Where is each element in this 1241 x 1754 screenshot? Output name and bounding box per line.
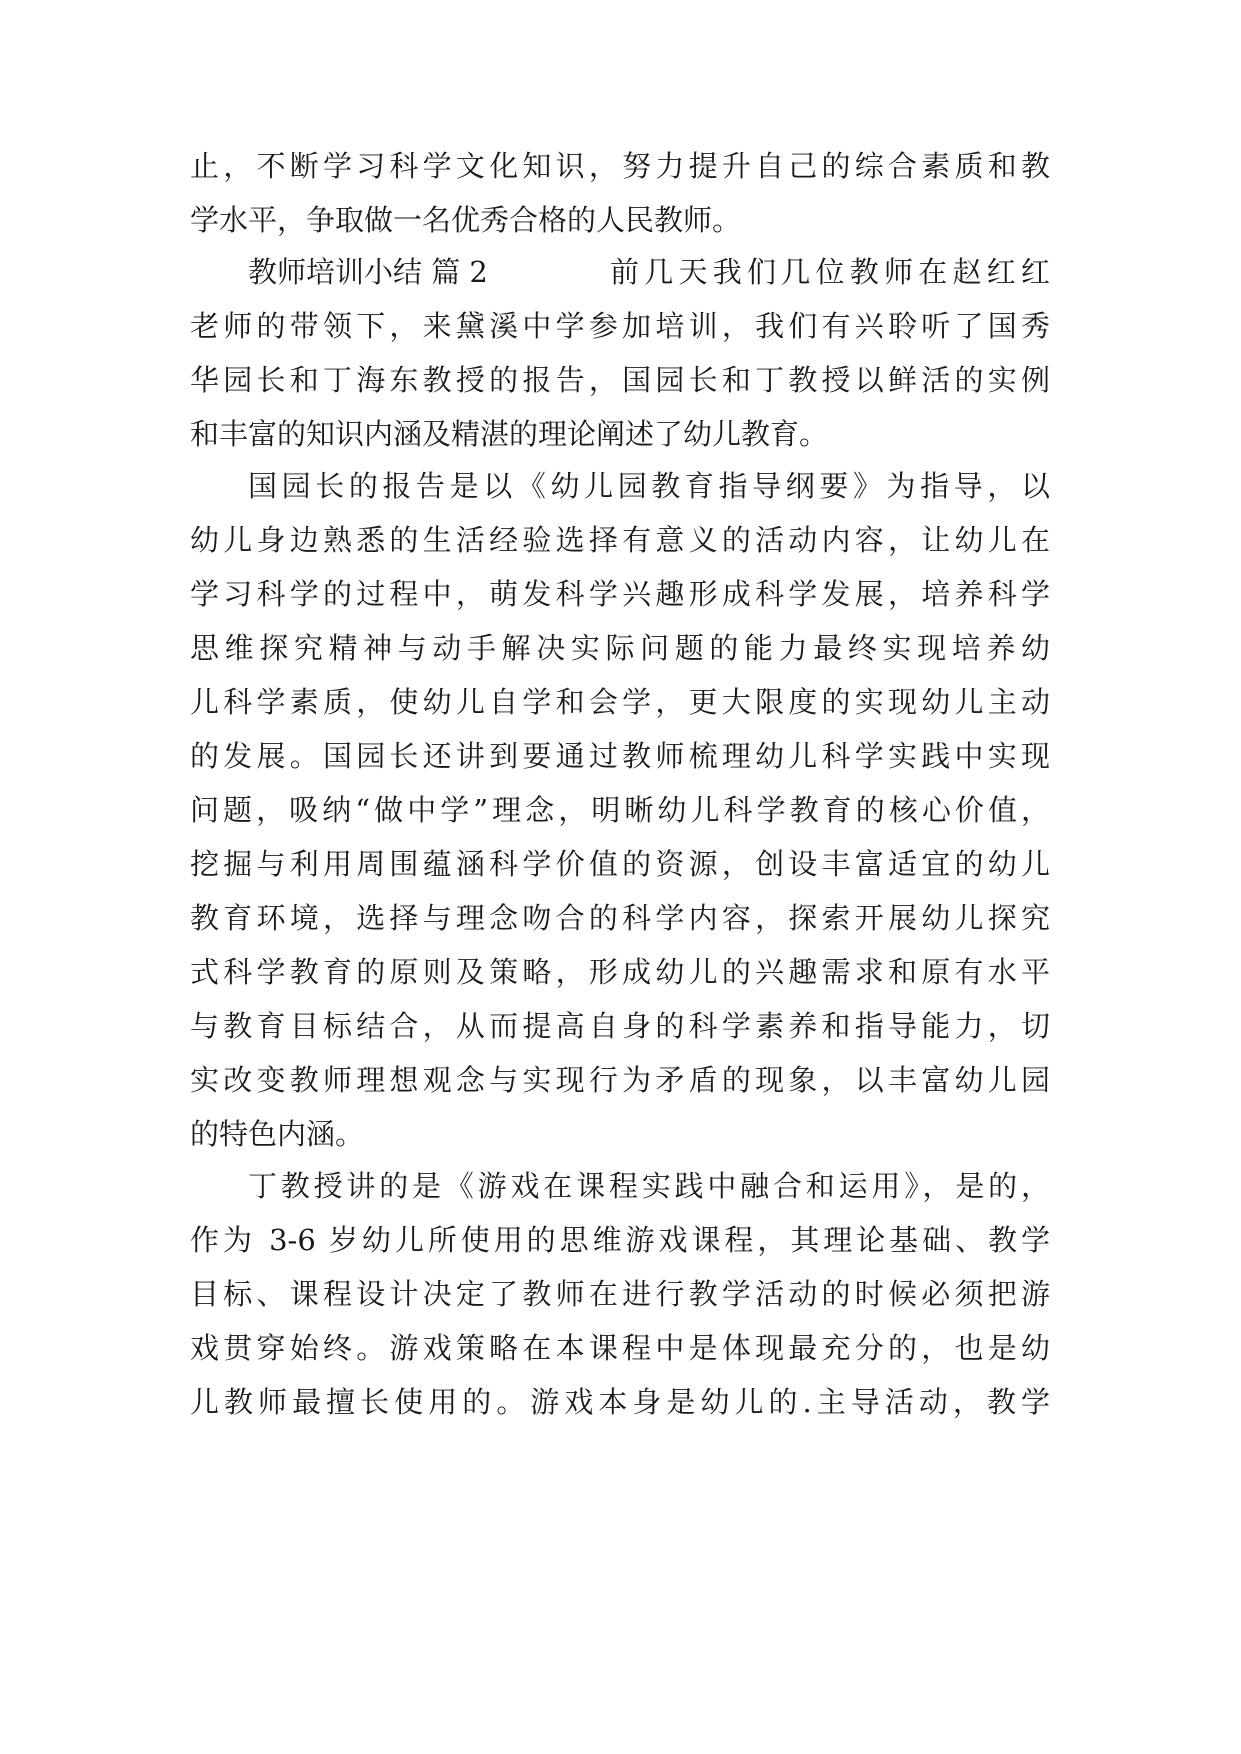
text-line-19: 的特色内涵。 xyxy=(190,1117,365,1151)
text-line-22: 目标、课程设计决定了教师在进行教学活动的时候必须把游 xyxy=(190,1277,1050,1311)
text-line-13: 问题，吸纳“做中学”理念，明晰幼儿科学教育的核心价值， xyxy=(190,793,1050,827)
section-heading-line xyxy=(248,242,1050,302)
text-line-9: 学习科学的过程中，萌发科学兴趣形成科学发展，培养科学 xyxy=(190,577,1050,611)
text-line-10: 思维探究精神与动手解决实际问题的能力最终实现培养幼 xyxy=(190,631,1050,665)
text-line-2: 学水平，争取做一名优秀合格的人民教师。 xyxy=(190,203,742,237)
text-line-1: 止，不断学习科学文化知识，努力提升自己的综合素质和教 xyxy=(190,149,1050,183)
section-intro-text: 前几天我们几位教师在赵红红 xyxy=(610,255,1050,289)
text-line-8: 幼儿身边熟悉的生活经验选择有意义的活动内容，让幼儿在 xyxy=(190,523,1050,557)
text-line-5: 华园长和丁海东教授的报告，国园长和丁教授以鲜活的实例 xyxy=(190,363,1050,397)
text-line-6: 和丰富的知识内涵及精湛的理论阐述了幼儿教育。 xyxy=(190,417,829,451)
text-line-4: 老师的带领下，来黛溪中学参加培训，我们有兴聆听了国秀 xyxy=(190,309,1050,343)
paragraph-start-line: 国园长的报告是以《幼儿园教育指导纲要》为指导，以 xyxy=(248,469,1050,503)
text-line-11: 儿科学素质，使幼儿自学和会学，更大限度的实现幼儿主动 xyxy=(190,685,1050,719)
text-line-21: 作为 3-6 岁幼儿所使用的思维游戏课程，其理论基础、教学 xyxy=(190,1223,1050,1257)
text-line-15: 教育环境，选择与理念吻合的科学内容，探索开展幼儿探究 xyxy=(190,901,1050,935)
text-line-23: 戏贯穿始终。游戏策略在本课程中是体现最充分的，也是幼 xyxy=(190,1331,1050,1365)
section-heading: 教师培训小结 篇 2 xyxy=(248,255,488,289)
paragraph-start-line: 丁教授讲的是《游戏在课程实践中融合和运用》，是的， xyxy=(248,1169,1050,1203)
text-line-16: 式科学教育的原则及策略，形成幼儿的兴趣需求和原有水平 xyxy=(190,955,1050,989)
text-line-18: 实改变教师理想观念与实现行为矛盾的现象，以丰富幼儿园 xyxy=(190,1063,1050,1097)
text-line-17: 与教育目标结合，从而提高自身的科学素养和指导能力，切 xyxy=(190,1009,1050,1043)
text-line-24: 儿教师最擅长使用的。游戏本身是幼儿的.主导活动，教学 xyxy=(190,1385,1050,1419)
text-line-12: 的发展。国园长还讲到要通过教师梳理幼儿科学实践中实现 xyxy=(190,739,1050,773)
text-line-14: 挖掘与利用周围蕴涵科学价值的资源，创设丰富适宜的幼儿 xyxy=(190,847,1050,881)
